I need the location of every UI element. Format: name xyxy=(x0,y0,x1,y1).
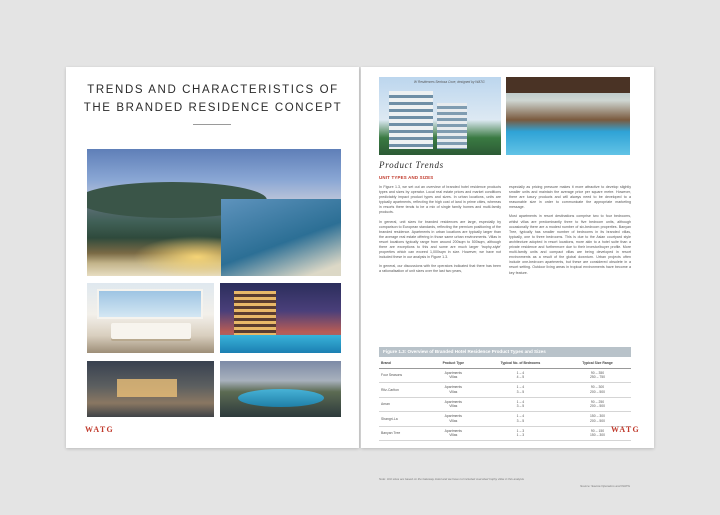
table-cell: Aman xyxy=(379,397,430,412)
table-cell: Banyan Tree xyxy=(379,426,430,441)
table-cell: 90 – 300 200 – 500 xyxy=(564,383,631,398)
paragraph: In general, unit sizes for branded residences are large, especially by comparison to European standards, reflecting the premium positioning of the branded residence. Apartments in urban locations are typically larger than the average real estate offering in those same urban environments. Villas in resort locations typically range from around 200sqm to 500sqm, although there are exceptions to this and some are much larger 'trophy-style' properties which can exceed 1,000sqm in size. However, we have not included these in our analysis in Figure 1.3. xyxy=(379,219,501,260)
paragraph: especially as pricing pressure makes it more attractive to develop slightly smaller units and maintain the average price per square metre. However, there are luxury products and will always need to be developed to a reasonable size in order to communicate the appropriate marketing message. xyxy=(509,185,631,210)
pool-view-photo xyxy=(506,77,630,155)
paragraph: In general, our discussions with the operators indicated that there has been a rationalisation of unit sizes over the last two years, xyxy=(379,264,501,274)
table-cell: Apartments Villas xyxy=(430,383,477,398)
table-cell: 1 – 4 3 – 5 xyxy=(477,397,564,412)
table-cell: 1 – 4 4 – 5 xyxy=(477,368,564,383)
table-cell: 90 – 350 250 – 750 xyxy=(564,368,631,383)
product-types-table xyxy=(379,359,631,441)
residence-tower-photo xyxy=(379,77,501,155)
table-cell: 150 – 300 200 – 500 xyxy=(564,412,631,427)
table-cell: 1 – 4 3 – 5 xyxy=(477,412,564,427)
source-note: Source: Savoia Operators and WATG xyxy=(580,484,630,488)
subheading: UNIT TYPES AND SIZES xyxy=(379,175,434,180)
page-title: TRENDS AND CHARACTERISTICS OF THE BRANDED RESIDENCE CONCEPT xyxy=(83,84,343,114)
living-room-photo xyxy=(87,283,214,353)
title-rule xyxy=(193,124,231,125)
table-cell: 90 – 250 200 – 500 xyxy=(564,397,631,412)
table-row xyxy=(379,412,631,427)
resort-bay-photo xyxy=(87,149,341,276)
left-page xyxy=(66,67,359,448)
watg-logo: WATG xyxy=(85,425,115,434)
column-header: Typical Size Range xyxy=(564,359,631,368)
paragraph: In Figure 1.3, we set out an overview of branded hotel residence products types and sizes by operator. Local real estate prices and market conditions predictably impact product types and sizes. In urban locations, units are typically apartments, reflecting the high cost of land in prime cities, whereas in resorts there tends to be a mix of single family homes and multi-family products. xyxy=(379,185,501,215)
column-header: Product Type xyxy=(430,359,477,368)
watg-logo: WATG xyxy=(610,425,640,434)
table-cell: 1 – 4 3 – 5 xyxy=(477,383,564,398)
table-cell: Shangri-La xyxy=(379,412,430,427)
paragraph: Most apartments in resort destinations comprise two to four bedrooms, whilst villas are predominantly three to five bedroom units, although occasionally there are a modest number of six-bedroom properties. Banyan Tree, typically has smaller number of bedrooms in its branded villas, typically, one to three bedrooms. This is due to the Asian courtyard style architecture adopted in resort locations, more akin to a hotel suite than a private residence and furthermore due to their investor/buyer profile. More multi-family units and compact villas are being developed in resort environments as a result of the global downturn. Urban projects often include one-bedroom apartments, but these are considered obsolete in a resort setting. Outdoor living areas in tropical environments have become a key feature. xyxy=(509,214,631,275)
column-header: Brand xyxy=(379,359,430,368)
body-column-1 xyxy=(379,185,501,279)
table-cell: 90 – 150 150 – 300 xyxy=(564,426,631,441)
table-cell: Ritz-Carlton xyxy=(379,383,430,398)
table-cell: Apartments Villas xyxy=(430,368,477,383)
section-title: Product Trends xyxy=(379,160,444,170)
table-cell: Apartments Villas xyxy=(430,426,477,441)
pool-evening-photo xyxy=(220,361,341,417)
table-note: Note: Unit sizes are based on the Gateway Hotel and we have not included oversized trophy villas in this analysis xyxy=(379,477,524,481)
right-page xyxy=(361,67,654,488)
table-cell: Apartments Villas xyxy=(430,412,477,427)
night-hotel-photo xyxy=(220,283,341,353)
column-header: Typical No. of Bedrooms xyxy=(477,359,564,368)
table-row xyxy=(379,368,631,383)
image-caption: W Residences Sentosa Cove, designed by WATG xyxy=(414,80,485,84)
body-column-2 xyxy=(509,185,631,280)
table-row xyxy=(379,383,631,398)
table-cell: Four Seasons xyxy=(379,368,430,383)
table-row xyxy=(379,426,631,441)
table-cell: 1 – 3 1 – 3 xyxy=(477,426,564,441)
table-row xyxy=(379,397,631,412)
villa-dusk-photo xyxy=(87,361,214,417)
table-cell: Apartments Villas xyxy=(430,397,477,412)
figure-title: Figure 1.3: Overview of Branded Hotel Residence Product Types and Sizes xyxy=(379,347,631,357)
